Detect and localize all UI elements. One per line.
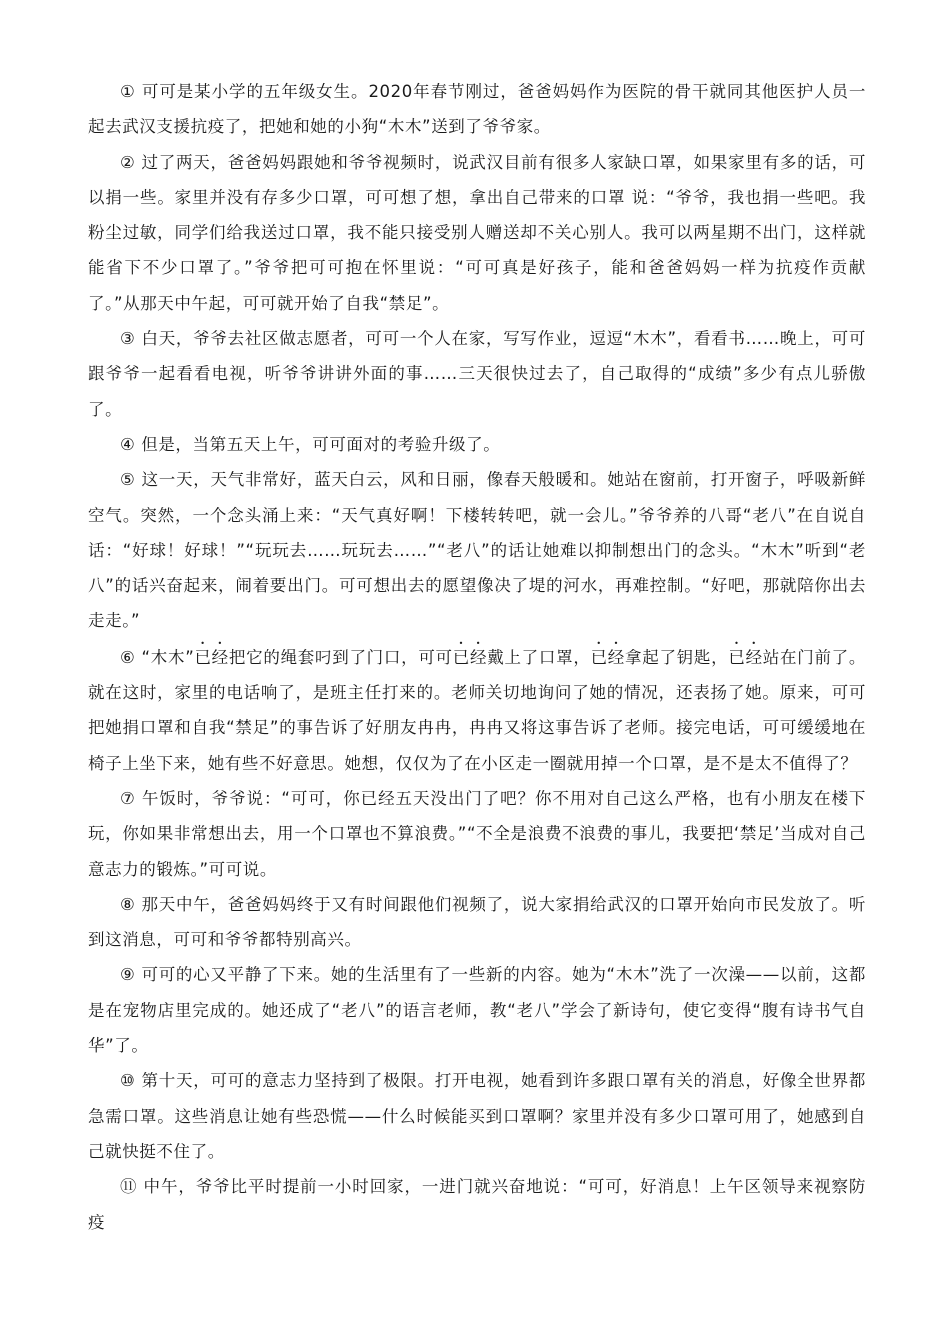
paragraph-3: ③ 白天，爷爷去社区做志愿者，可可一个人在家，写写作业，逗逗“木木”，看看书……晚上，可可跟爷爷一起看看电视，听爷爷讲讲外面的事……三天很快过去了，自己取得的“成绩”多少有点儿骄傲了。: [88, 329, 866, 419]
paragraph-6-text: 把它的绳套叼到了门口，可可: [228, 647, 453, 667]
paragraph-11: ⑪ 中午，爷爷比平时提前一小时回家，一进门就兴奋地说：“可可，好消息！上午区领导来视察防疫: [88, 1177, 866, 1232]
emphasized-word: 已经: [194, 647, 229, 667]
paragraph-5: ⑤ 这一天，天气非常好，蓝天白云，风和日丽，像春天般暖和。她站在窗前，打开窗子，呼吸新鲜空气。突然，一个念头涌上来：“天气真好啊！下楼转转吧，就一会儿。”爷爷养的八哥“老八”在自说自话：“好球！好球！”“玩玩去……玩玩去……”“老八”的话让她难以抑制想出门的念头。“木木”听到“老八”的话兴奋起来，闹着要出门。可可想出去的愿望像决了堤的河水，再难控制。“好吧，那就陪你出去走走。”: [88, 470, 866, 631]
paragraph-8: ⑧ 那天中午，爸爸妈妈终于又有时间跟他们视频了，说大家捐给武汉的口罩开始向市民发放了。听到这消息，可可和爷爷都特别高兴。: [88, 894, 866, 950]
paragraph-1: ① 可可是某小学的五年级女生。2020年春节刚过，爸爸妈妈作为医院的骨干就同其他医护人员一起去武汉支援抗疫了，把她和她的小狗“木木”送到了爷爷家。: [88, 82, 866, 137]
paragraph-6-text: 站在门前了。就在这时，家里的电话响了，是班主任打来的。老师关切地询问了她的情况，还表扬了她。原来，可可把她捐口罩和自我“禁足”的事告诉了好朋友冉冉，冉冉又将这事告诉了老师。接完电话，可可缓缓地在椅子上坐下来，她有些不好意思。她想，仅仅为了在小区走一圈就用掉一个口罩，是不是太不值得了？: [88, 647, 867, 773]
paragraph-4: ④ 但是，当第五天上午，可可面对的考验升级了。: [120, 434, 501, 454]
paragraph-2: ② 过了两天，爸爸妈妈跟她和爷爷视频时，说武汉目前有很多人家缺口罩，如果家里有多的话，可以捐一些。家里并没有存多少口罩，可可想了想，拿出自己带来的口罩 说：“爷爷，我也捐一些吧。我粉尘过敏，同学们给我送过口罩，我不能只接受别人赠送却不关心别人。我可以两星期不出门，这样就能省下不少口罩了。”爷爷把可可抱在怀里说：“可可真是好孩子，能和爸爸妈妈一样为抗疫作贡献了。”从那天中午起，可可就开始了自我“禁足”。: [88, 152, 866, 313]
paragraph-6-text: 拿起了钥匙，: [625, 647, 729, 667]
paragraph-6: [88, 639, 866, 781]
emphasized-word: 已经: [728, 647, 763, 667]
paragraph-6-text: ⑥ “木木”: [120, 647, 195, 667]
emphasized-word: 已经: [590, 647, 626, 667]
paragraph-10: ⑩ 第十天，可可的意志力坚持到了极限。打开电视，她看到许多跟口罩有关的消息，好像全世界都急需口罩。这些消息让她有些恐慌——什么时候能买到口罩啊？家里并没有多少口罩可用了，她感到自己就快挺不住了。: [88, 1071, 866, 1161]
paragraph-6-text: 戴上了口罩，: [487, 647, 591, 667]
paragraph-9: ⑨ 可可的心又平静了下来。她的生活里有了一些新的内容。她为“木木”洗了一次澡——以前，这都是在宠物店里完成的。她还成了“老八”的语言老师，教“老八”学会了新诗句，使它变得“腹有诗书气自华”了。: [88, 965, 866, 1056]
emphasized-word: 已经: [452, 647, 488, 667]
article-body: [88, 74, 866, 1240]
paragraph-7: ⑦ 午饭时，爷爷说：“可可，你已经五天没出门了吧？你不用对自己这么严格，也有小朋友在楼下玩，你如果非常想出去，用一个口罩也不算浪费。”“不全是浪费不浪费的事儿，我要把‘禁足’当成对自己意志力的锻炼。”可可说。: [88, 788, 866, 879]
